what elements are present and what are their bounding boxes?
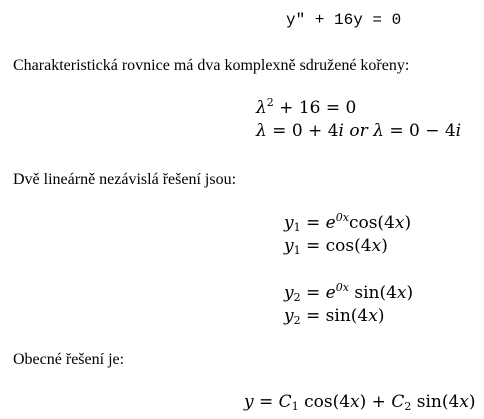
gen-c1-sub: 1 [291, 400, 299, 413]
char-eq-exponent: 2 [266, 96, 274, 109]
solution-y1-full [284, 211, 412, 234]
y2a-sub: 2 [293, 291, 301, 304]
gen-y: y [244, 392, 254, 412]
gen-mid: ) + [359, 392, 392, 412]
ode-lhs: y" [286, 11, 306, 29]
ode-rhs: 0 [391, 11, 402, 29]
roots-line [256, 123, 461, 140]
intro-text: Charakteristická rovnice má dva komplexně sdružené kořeny: [13, 57, 410, 74]
general-solution [244, 394, 476, 411]
gen-c1: C [278, 392, 292, 412]
ode-equals: = [362, 11, 392, 29]
y1a-func: cos(4 [348, 213, 395, 233]
root1-imag: i [338, 121, 344, 141]
y2b-y: y [284, 306, 294, 326]
y2b-eq: = sin(4 [300, 306, 369, 326]
y1b-eq: = cos(4 [300, 236, 372, 256]
gen-x1: x [350, 392, 360, 412]
solution-y1-simplified [284, 238, 388, 255]
y2a-close: ) [406, 283, 414, 303]
roots-or: or [343, 121, 374, 141]
gen-cos: cos(4 [298, 392, 351, 412]
gen-eq: = [253, 392, 279, 412]
y1b-close: ) [381, 236, 388, 256]
solution-y2-full [284, 281, 414, 304]
ode-term: 16y [334, 11, 363, 29]
general-heading: Obecné řešení je: [13, 351, 125, 368]
y2a-eq: = [300, 283, 326, 303]
y1a-eq: = [300, 213, 326, 233]
y1a-exponent: 0x [335, 211, 349, 224]
y2a-e: e [325, 283, 336, 303]
y2a-y: y [284, 283, 294, 303]
gen-close: ) [468, 392, 476, 412]
gen-sin: sin(4 [411, 392, 460, 412]
y1b-y: y [284, 236, 294, 256]
char-eq-lambda: λ [256, 98, 267, 118]
gen-c2: C [391, 392, 405, 412]
y2b-close: ) [377, 306, 385, 326]
y1a-e: e [325, 213, 336, 233]
root2-imag: i [455, 121, 462, 141]
y1a-sub: 1 [293, 221, 301, 234]
y1b-sub: 1 [293, 244, 301, 257]
root2-value: = 0 − 4 [383, 121, 456, 141]
y2a-exponent: 0x [335, 281, 349, 294]
char-eq-rest: + 16 = 0 [273, 98, 357, 118]
differential-equation [286, 12, 401, 28]
ode-plus: + [305, 11, 335, 29]
solutions-heading: Dvě lineárně nezávislá řešení jsou: [13, 171, 237, 188]
y1b-x: x [371, 236, 382, 256]
root1-lambda: λ [256, 121, 267, 141]
y1a-y: y [284, 213, 294, 233]
y2b-x: x [368, 306, 378, 326]
root1-value: = 0 + 4 [266, 121, 339, 141]
gen-x2: x [459, 392, 469, 412]
y2b-sub: 2 [293, 314, 301, 327]
characteristic-equation [256, 96, 357, 118]
root2-lambda: λ [373, 121, 384, 141]
y1a-close: ) [404, 213, 412, 233]
y1a-x: x [394, 213, 405, 233]
solution-y2-simplified [284, 308, 384, 325]
y2a-x: x [396, 283, 407, 303]
gen-c2-sub: 2 [404, 400, 412, 413]
y2a-func: sin(4 [348, 283, 397, 303]
